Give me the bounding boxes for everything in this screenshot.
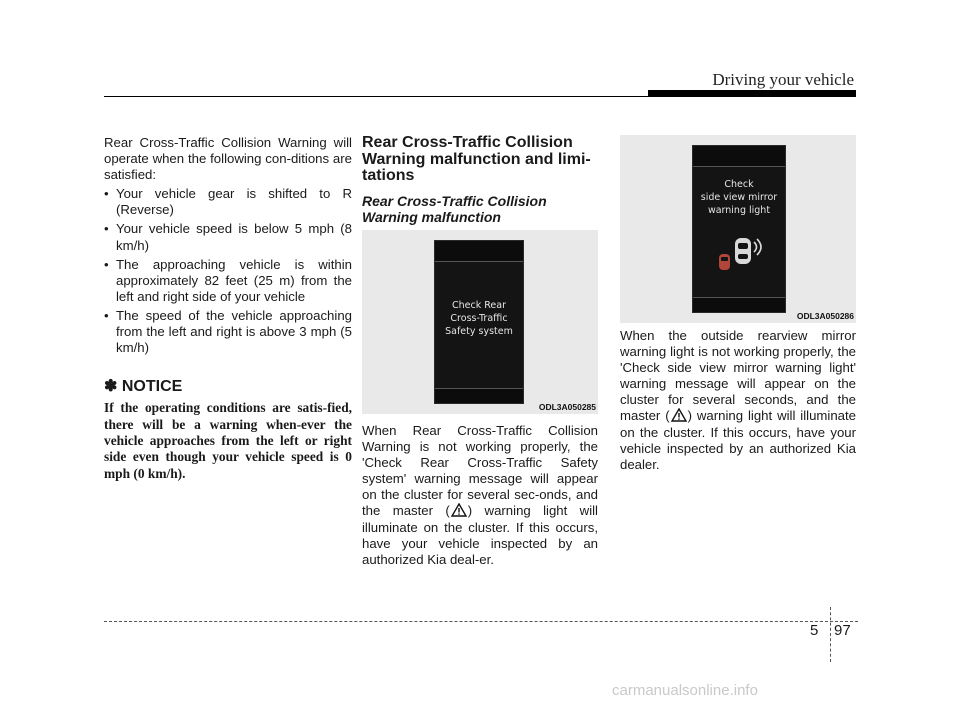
master-warning-icon xyxy=(671,408,687,422)
rear-cross-traffic-malfunction-text: When Rear Cross-Traffic Collision Warning is not working properly, the 'Check Rear Cross-Traffic Safety system' warning message will appear on the cluster for several sec-onds, and the master ( ) warning light will illuminate on the cluster. If this occurs, have your vehicle inspected by an authorized Kia deal-er. xyxy=(362,423,598,567)
watermark: carmanualsonline.info xyxy=(612,682,758,699)
page-number-separator xyxy=(830,607,831,662)
header-rule xyxy=(104,96,856,97)
notice-heading-text: NOTICE xyxy=(121,378,183,396)
condition-item: • Your vehicle speed is below 5 mph (8 km/h) xyxy=(104,221,352,253)
subsection-heading: Rear Cross-Traffic Collision Warning malfunction xyxy=(362,192,547,225)
footer-rule xyxy=(104,621,858,622)
figure-code: ODL3A050285 xyxy=(538,402,596,412)
car-sensor-icon xyxy=(715,232,765,276)
operating-conditions-list xyxy=(104,186,352,356)
notice-body: If the operating conditions are satis-fied, there will be a warning when-ever the vehicle approaches from the left or right side even though your vehicle speed is 0 mph (0 km/h). xyxy=(104,400,352,481)
side-mirror-warning-text: When the outside rearview mirror warning light is not working properly, the 'Check side view mirror warning light' warning message will appear on the cluster for several seconds, and the master ( ) warning light will illuminate on the cluster. If this occurs, have your vehicle inspected by an authorized Kia dealer. xyxy=(620,328,856,472)
running-header: Driving your vehicle xyxy=(712,70,854,89)
condition-item: • The speed of the vehicle approaching from the left and right is above 3 mph (5 km/h) xyxy=(104,308,352,356)
column-left xyxy=(104,135,352,482)
condition-item: • The approaching vehicle is within approximately 82 feet (25 m) from the left and right side of your vehicle xyxy=(104,257,352,305)
condition-item: • Your vehicle gear is shifted to R (Reverse) xyxy=(104,186,352,218)
notice-mark-icon: ✽ xyxy=(104,378,118,396)
operating-conditions-intro: Rear Cross-Traffic Collision Warning will operate when the following con-ditions are satisfied: xyxy=(104,135,352,183)
section-heading: Rear Cross-Traffic Collision Warning malfunction and limi-tations xyxy=(362,134,591,184)
cluster-message: Check Rear Cross-Traffic Safety system xyxy=(445,300,513,337)
cluster-figure-side-mirror xyxy=(620,135,856,323)
notice-heading xyxy=(104,376,352,396)
figure-code: ODL3A050286 xyxy=(796,311,854,321)
header-rule-accent xyxy=(648,90,856,96)
column-middle xyxy=(362,135,598,225)
cluster-figure-rear-cross-traffic xyxy=(362,230,598,414)
cluster-display xyxy=(434,240,524,404)
chapter-number: 5 xyxy=(810,622,819,639)
master-warning-icon xyxy=(451,503,467,517)
page-number: 97 xyxy=(834,622,851,639)
cluster-message: Check side view mirror warning light xyxy=(700,179,778,216)
cluster-display xyxy=(692,145,786,313)
